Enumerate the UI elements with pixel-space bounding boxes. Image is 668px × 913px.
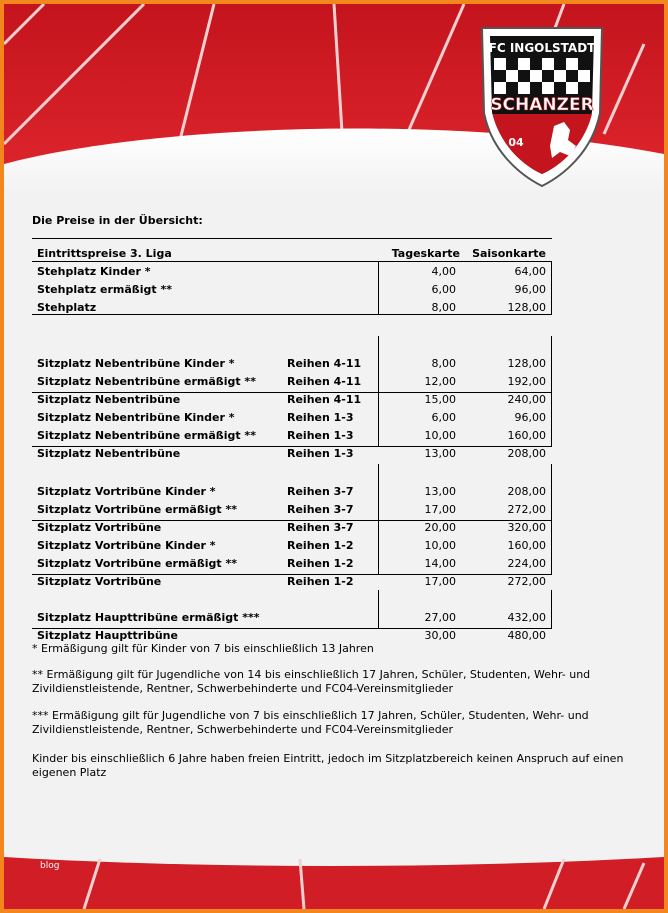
row-day-price: 13,00 [424,447,456,460]
row-day-price: 6,00 [431,283,456,296]
row-day-price: 30,00 [424,629,456,642]
row-season-price: 64,00 [514,265,546,278]
table-rule [32,314,552,315]
row-section: Reihen 1-2 [287,575,354,588]
table-row [32,608,552,626]
row-name: Stehplatz Kinder * [37,265,151,278]
intro-heading: Die Preise in der Übersicht: [32,214,203,227]
row-section: Reihen 3-7 [287,521,354,534]
row-section: Reihen 1-3 [287,429,354,442]
row-season-price: 224,00 [507,557,546,570]
row-day-price: 8,00 [431,301,456,314]
row-name: Sitzplatz Vortribüne Kinder * [37,485,216,498]
table-rule [378,464,379,574]
row-day-price: 10,00 [424,539,456,552]
row-name: Sitzplatz Vortribüne [37,521,162,534]
row-season-price: 240,00 [507,393,546,406]
row-day-price: 17,00 [424,503,456,516]
note-1: * Ermäßigung gilt für Kinder von 7 bis einschließlich 13 Jahren [32,642,374,655]
row-day-price: 8,00 [431,357,456,370]
row-name: Sitzplatz Vortribüne ermäßigt ** [37,503,238,516]
table-row [32,426,552,444]
row-name: Sitzplatz Nebentribüne Kinder * [37,411,235,424]
row-day-price: 10,00 [424,429,456,442]
table-row [32,500,552,518]
table-row [32,408,552,426]
row-season-price: 128,00 [507,357,546,370]
row-day-price: 12,00 [424,375,456,388]
row-section: Reihen 1-3 [287,411,354,424]
row-day-price: 17,00 [424,575,456,588]
row-day-price: 13,00 [424,485,456,498]
row-name: Sitzplatz Nebentribüne ermäßigt ** [37,429,256,442]
table-row [32,372,552,390]
row-season-price: 432,00 [507,611,546,624]
row-section: Reihen 4-11 [287,357,362,370]
row-season-price: 160,00 [507,539,546,552]
row-section: Reihen 4-11 [287,393,362,406]
row-day-price: 20,00 [424,521,456,534]
header-season: Saisonkarte [472,247,546,260]
table-rule [32,520,552,521]
note-3: *** Ermäßigung gilt für Jugendliche von 7 bis einschließlich 17 Jahren, Schüler, Studenten, Wehr- und Zivildienstleistende, Rentner, Schwerbehinderte und FC04-Vereinsmitglieder [32,709,589,736]
row-name: Sitzplatz Haupttribüne ermäßigt *** [37,611,260,624]
logo-main-text: SCHANZER [490,95,594,115]
row-name: Sitzplatz Nebentribüne [37,447,181,460]
row-season-price: 192,00 [507,375,546,388]
table-rule [378,262,379,314]
header-day: Tageskarte [391,247,460,260]
table-rule [378,590,379,628]
row-name: Stehplatz ermäßigt ** [37,283,172,296]
table-rule [551,464,552,574]
row-season-price: 272,00 [507,575,546,588]
table-rule [551,262,552,314]
row-name: Sitzplatz Vortribüne Kinder * [37,539,216,552]
row-season-price: 272,00 [507,503,546,516]
row-season-price: 208,00 [507,485,546,498]
row-name: Sitzplatz Haupttribüne [37,629,178,642]
logo-number-text: 04 [508,136,524,149]
row-season-price: 208,00 [507,447,546,460]
note-4: Kinder bis einschließlich 6 Jahre haben freien Eintritt, jedoch im Sitzplatzbereich keinen Anspruch auf einen eigenen Platz [32,752,624,779]
row-name: Sitzplatz Nebentribüne Kinder * [37,357,235,370]
footer-label[interactable]: blog [40,861,60,871]
header-name: Eintrittspreise 3. Liga [37,247,172,260]
table-row [32,354,552,372]
table-header-row [32,244,552,262]
table-rule [378,336,379,446]
row-section: Reihen 3-7 [287,503,354,516]
table-rule [32,446,552,447]
footer-banner [4,849,664,909]
row-season-price: 96,00 [514,411,546,424]
table-rule [32,628,552,629]
row-season-price: 480,00 [507,629,546,642]
row-season-price: 128,00 [507,301,546,314]
table-rule [551,590,552,628]
row-season-price: 96,00 [514,283,546,296]
row-section: Reihen 1-3 [287,447,354,460]
row-name: Sitzplatz Vortribüne ermäßigt ** [37,557,238,570]
table-row [32,536,552,554]
row-day-price: 4,00 [431,265,456,278]
row-section: Reihen 1-2 [287,539,354,552]
row-day-price: 14,00 [424,557,456,570]
row-section: Reihen 3-7 [287,485,354,498]
table-rule [32,238,552,239]
row-name: Sitzplatz Nebentribüne [37,393,181,406]
table-row [32,554,552,572]
table-rule [32,261,552,262]
row-day-price: 6,00 [431,411,456,424]
table-rule [32,574,552,575]
table-rule [551,336,552,446]
logo-top-text: FC INGOLSTADT [488,41,596,55]
row-day-price: 15,00 [424,393,456,406]
club-logo [472,18,612,188]
table-rule [32,392,552,393]
table-row [32,262,552,280]
row-name: Sitzplatz Nebentribüne ermäßigt ** [37,375,256,388]
row-section: Reihen 4-11 [287,375,362,388]
table-row [32,280,552,298]
table-row [32,482,552,500]
row-name: Sitzplatz Vortribüne [37,575,162,588]
row-season-price: 320,00 [507,521,546,534]
row-name: Stehplatz [37,301,97,314]
row-section: Reihen 1-2 [287,557,354,570]
note-2: ** Ermäßigung gilt für Jugendliche von 14 bis einschließlich 17 Jahren, Schüler, Studenten, Wehr- und Zivildienstleistende, Rentner, Schwerbehinderte und FC04-Vereinsmitglieder [32,668,591,695]
row-day-price: 27,00 [424,611,456,624]
row-season-price: 160,00 [507,429,546,442]
